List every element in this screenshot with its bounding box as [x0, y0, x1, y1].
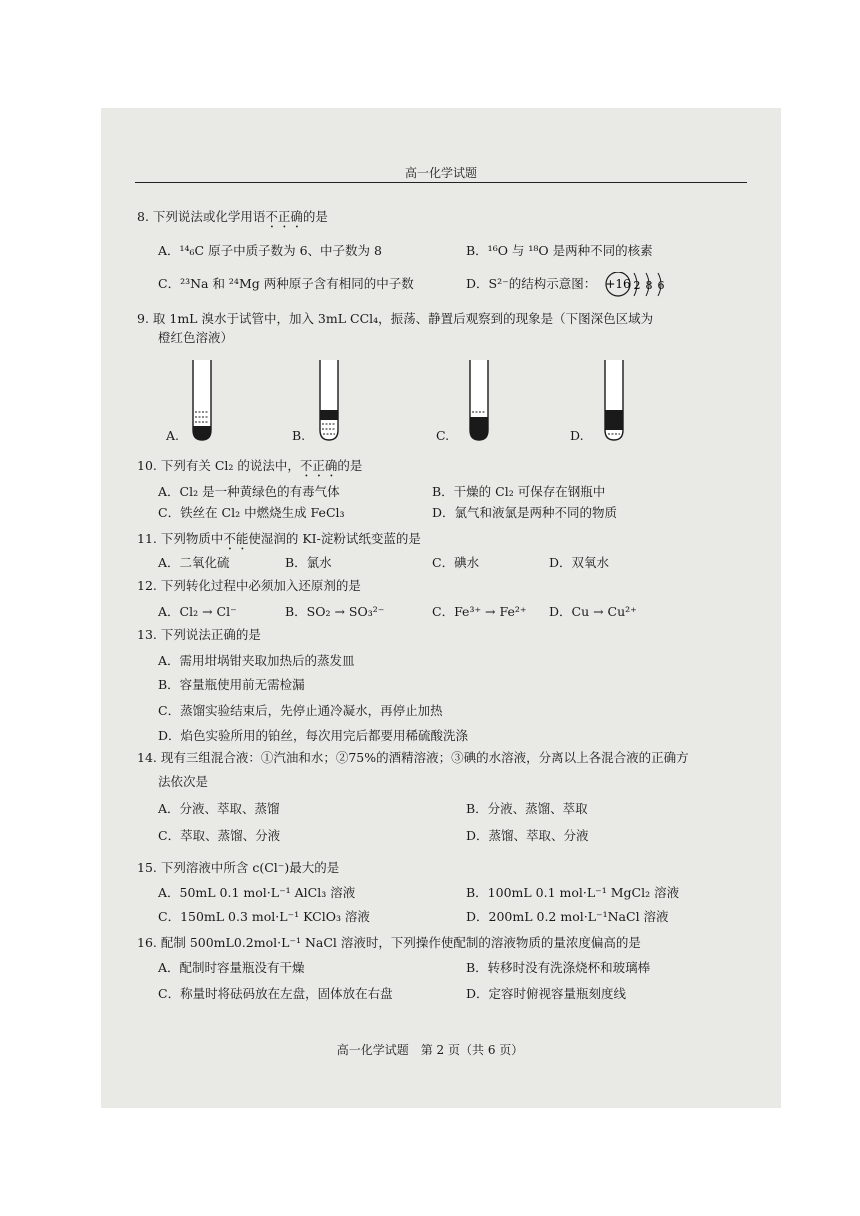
q10-option-a: A．Cl₂ 是一种黄绿色的有毒气体: [158, 484, 340, 499]
question-14-stem-line2: 法依次是: [158, 774, 209, 789]
q8-stem-pre: 8. 下列说法或化学用语: [137, 209, 266, 224]
tube-c-label: C.: [436, 428, 450, 443]
q10-option-b: B．干燥的 Cl₂ 可保存在钢瓶中: [432, 484, 606, 499]
q11-option-c: C．碘水: [432, 555, 480, 570]
q11-stem-post: 使湿润的 KI-淀粉试纸变蓝的是: [248, 531, 421, 546]
q8-option-d: D．S²⁻的结构示意图：: [466, 276, 597, 291]
q15-option-d: D．200mL 0.2 mol·L⁻¹NaCl 溶液: [466, 909, 669, 924]
shell-2-count: 8: [645, 279, 653, 292]
q13-option-c: C．蒸馏实验结束后，先停止通冷凝水，再停止加热: [158, 703, 443, 718]
q16-option-b: B．转移时没有洗涤烧杯和玻璃棒: [466, 960, 651, 975]
q10-stem-pre: 10. 下列有关 Cl₂ 的说法中，: [137, 458, 300, 473]
q10-option-d: D．氯气和液氯是两种不同的物质: [432, 505, 618, 520]
q16-option-c: C．称量时将砝码放在左盘，固体放在右盘: [158, 986, 393, 1001]
question-9-stem-line2: 橙红色溶液）: [158, 330, 234, 345]
question-9-stem-line1: 9. 取 1mL 溴水于试管中，加入 3mL CCl₄，振荡、静置后观察到的现象是（下图深色区域为: [137, 311, 654, 326]
question-14-stem-line1: 14. 现有三组混合液：①汽油和水；②75%的酒精溶液；③碘的水溶液，分离以上各混合液的正确方: [137, 750, 689, 765]
q16-option-a: A．配制时容量瓶没有干燥: [158, 960, 305, 975]
test-tube-c: [468, 360, 490, 442]
q16-option-d: D．定容时俯视容量瓶刻度线: [466, 986, 627, 1001]
q15-option-a: A．50mL 0.1 mol·L⁻¹ AlCl₃ 溶液: [158, 885, 356, 900]
q14-option-c: C．萃取、蒸馏、分液: [158, 828, 281, 843]
page-footer: 高一化学试题 第 2 页（共 6 页）: [336, 1043, 524, 1057]
question-8-stem: [137, 209, 328, 231]
q11-option-d: D．双氧水: [549, 555, 610, 570]
question-12-stem: 12. 下列转化过程中必须加入还原剂的是: [137, 578, 361, 593]
test-tube-d: [603, 360, 625, 442]
tube-a-label: A.: [166, 428, 180, 443]
q12-option-d: D．Cu → Cu²⁺: [549, 604, 637, 619]
question-10-stem: [137, 458, 362, 480]
nucleus-label: +16: [605, 277, 631, 291]
q13-option-a: A．需用坩埚钳夹取加热后的蒸发皿: [158, 653, 355, 668]
q15-option-b: B．100mL 0.1 mol·L⁻¹ MgCl₂ 溶液: [466, 885, 680, 900]
q15-option-c: C．150mL 0.3 mol·L⁻¹ KClO₃ 溶液: [158, 909, 370, 924]
q13-option-d: D．焰色实验所用的铂丝，每次用完后都要用稀硫酸洗涤: [158, 728, 469, 743]
q10-stem-emph: 不正确: [299, 458, 338, 473]
q8-option-b: B．¹⁶O 与 ¹⁸O 是两种不同的核素: [466, 243, 653, 258]
q8-option-a: A．¹⁴₆C 原子中质子数为 6、中子数为 8: [158, 243, 382, 258]
q12-option-a: A．Cl₂ → Cl⁻: [158, 604, 237, 619]
q11-option-a: A．二氧化硫: [158, 555, 230, 570]
shell-1-count: 2: [633, 279, 641, 292]
sulfide-ion-structure-diagram: [604, 272, 676, 302]
question-11-stem: [137, 531, 421, 553]
q10-stem-post: 的是: [337, 458, 363, 473]
question-13-stem: 13. 下列说法正确的是: [137, 627, 261, 642]
q14-option-d: D．蒸馏、萃取、分液: [466, 828, 589, 843]
q11-stem-emph: 不能: [223, 531, 249, 546]
q13-option-b: B．容量瓶使用前无需检漏: [158, 677, 305, 692]
tube-d-label: D.: [570, 428, 584, 443]
q8-stem-post: 的是: [302, 209, 328, 224]
q12-option-c: C．Fe³⁺ → Fe²⁺: [432, 604, 527, 619]
test-tube-b: [318, 360, 340, 442]
page-header: 高一化学试题: [135, 164, 747, 183]
q12-option-b: B．SO₂ → SO₃²⁻: [285, 604, 385, 619]
shell-3-count: 6: [657, 279, 665, 292]
q11-option-b: B．氯水: [285, 555, 332, 570]
q14-option-b: B．分液、蒸馏、萃取: [466, 801, 588, 816]
q14-option-a: A．分液、萃取、蒸馏: [158, 801, 280, 816]
question-15-stem: 15. 下列溶液中所含 c(Cl⁻)最大的是: [137, 860, 340, 875]
q8-stem-emph: 不正确: [265, 209, 303, 224]
test-tube-a: [191, 360, 213, 442]
q8-option-c: C．²³Na 和 ²⁴Mg 两种原子含有相同的中子数: [158, 276, 414, 291]
q11-stem-pre: 11. 下列物质中: [137, 531, 224, 546]
question-16-stem: 16. 配制 500mL0.2mol·L⁻¹ NaCl 溶液时，下列操作使配制的溶液物质的量浓度偏高的是: [137, 935, 641, 950]
tube-b-label: B.: [292, 428, 306, 443]
q10-option-c: C．铁丝在 Cl₂ 中燃烧生成 FeCl₃: [158, 505, 345, 520]
